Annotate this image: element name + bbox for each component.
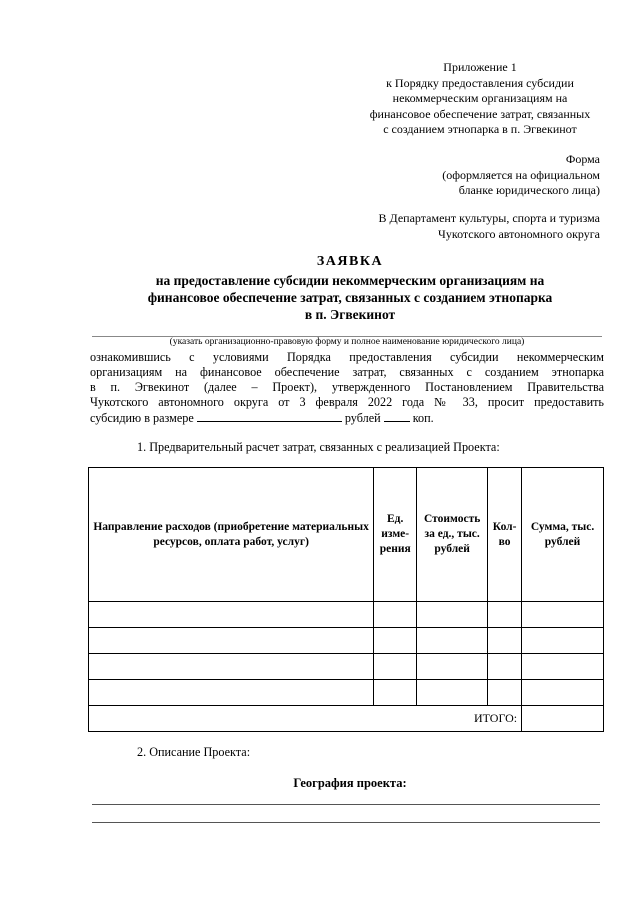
body-line: в п. Эгвекинот (далее – Проект), утвержденного Постановлением Правительства bbox=[90, 380, 604, 394]
table-row bbox=[89, 628, 604, 654]
total-value-cell[interactable] bbox=[522, 706, 604, 732]
table-cell[interactable] bbox=[89, 602, 374, 628]
header-unit: Ед. изме-рения bbox=[374, 468, 417, 602]
section-2-heading: 2. Описание Проекта: bbox=[137, 745, 251, 759]
table-cell[interactable] bbox=[417, 602, 488, 628]
addressee-line: Чукотского автономного округа bbox=[438, 226, 600, 241]
total-label: ИТОГО: bbox=[89, 706, 522, 732]
table-cell[interactable] bbox=[488, 680, 522, 706]
calc-table bbox=[88, 467, 604, 732]
header-expense-direction: Направление расходов (приобретение материальных ресурсов, оплата работ, услуг) bbox=[89, 468, 374, 602]
subtitle-line: финансовое обеспечение затрат, связанных с созданием этнопарка bbox=[147, 290, 553, 305]
total-row bbox=[89, 706, 604, 732]
document-subtitle bbox=[96, 272, 604, 323]
table-cell[interactable] bbox=[488, 602, 522, 628]
table-row bbox=[89, 654, 604, 680]
table-cell[interactable] bbox=[522, 602, 604, 628]
kop-field[interactable] bbox=[384, 410, 410, 422]
form-note-line: бланке юридического лица) bbox=[458, 183, 600, 197]
table-cell[interactable] bbox=[417, 654, 488, 680]
addressee bbox=[379, 211, 600, 242]
appendix-line: некоммерческим организациям на bbox=[392, 91, 568, 105]
form-note-line: (оформляется на официальном bbox=[442, 167, 600, 182]
rubles-label: рублей bbox=[344, 411, 381, 425]
table-row bbox=[89, 680, 604, 706]
table-row bbox=[89, 602, 604, 628]
org-name-hint: (указать организационно-правовую форму и полное наименование юридического лица) bbox=[169, 337, 525, 347]
table-cell[interactable] bbox=[488, 628, 522, 654]
table-cell[interactable] bbox=[522, 680, 604, 706]
table-cell[interactable] bbox=[488, 654, 522, 680]
appendix-line: Приложение 1 bbox=[443, 60, 517, 74]
table-cell[interactable] bbox=[374, 654, 417, 680]
subtitle-line: на предоставление субсидии некоммерческим организациям на bbox=[155, 273, 545, 288]
form-note-title: Форма bbox=[565, 152, 600, 166]
body-line: ознакомившись с условиями Порядка предоставления субсидии некоммерческим bbox=[90, 350, 604, 364]
header-sum: Сумма, тыс. рублей bbox=[522, 468, 604, 602]
table-cell[interactable] bbox=[522, 654, 604, 680]
geography-title: География проекта: bbox=[293, 776, 407, 790]
subtitle-line: в п. Эгвекинот bbox=[304, 307, 396, 322]
table-cell[interactable] bbox=[374, 628, 417, 654]
addressee-line: В Департамент культуры, спорта и туризма bbox=[378, 211, 600, 225]
table-cell[interactable] bbox=[374, 602, 417, 628]
table-cell[interactable] bbox=[89, 628, 374, 654]
document-title: ЗАЯВКА bbox=[316, 254, 384, 269]
section-1-heading: 1. Предварительный расчет затрат, связанных с реализацией Проекта: bbox=[137, 440, 500, 454]
geography-line-2[interactable] bbox=[92, 822, 600, 823]
table-cell[interactable] bbox=[89, 680, 374, 706]
table-cell[interactable] bbox=[522, 628, 604, 654]
body-paragraph bbox=[90, 350, 604, 426]
kop-label: коп. bbox=[412, 411, 434, 425]
amount-line bbox=[90, 410, 604, 426]
appendix-block bbox=[360, 60, 600, 138]
table-cell[interactable] bbox=[417, 680, 488, 706]
header-quantity: Кол-во bbox=[488, 468, 522, 602]
body-line: Чукотского автономного округа от 3 февраля 2022 года № 33, просит предоставить bbox=[90, 395, 604, 409]
amount-prefix: субсидию в размере bbox=[90, 411, 194, 425]
appendix-line: финансовое обеспечение затрат, связанных bbox=[369, 106, 591, 121]
appendix-line: к Порядку предоставления субсидии bbox=[386, 75, 574, 90]
rubles-field[interactable] bbox=[197, 410, 342, 422]
form-note bbox=[442, 152, 600, 199]
table-cell[interactable] bbox=[374, 680, 417, 706]
body-line: организациям на финансовое обеспечение затрат, связанных с созданием этнопарка bbox=[90, 365, 604, 379]
appendix-line: с созданием этнопарка в п. Эгвекинот bbox=[383, 122, 577, 136]
geography-line-1[interactable] bbox=[92, 804, 600, 805]
table-cell[interactable] bbox=[417, 628, 488, 654]
table-cell[interactable] bbox=[89, 654, 374, 680]
header-unit-cost: Стоимость за ед., тыс. рублей bbox=[417, 468, 488, 602]
